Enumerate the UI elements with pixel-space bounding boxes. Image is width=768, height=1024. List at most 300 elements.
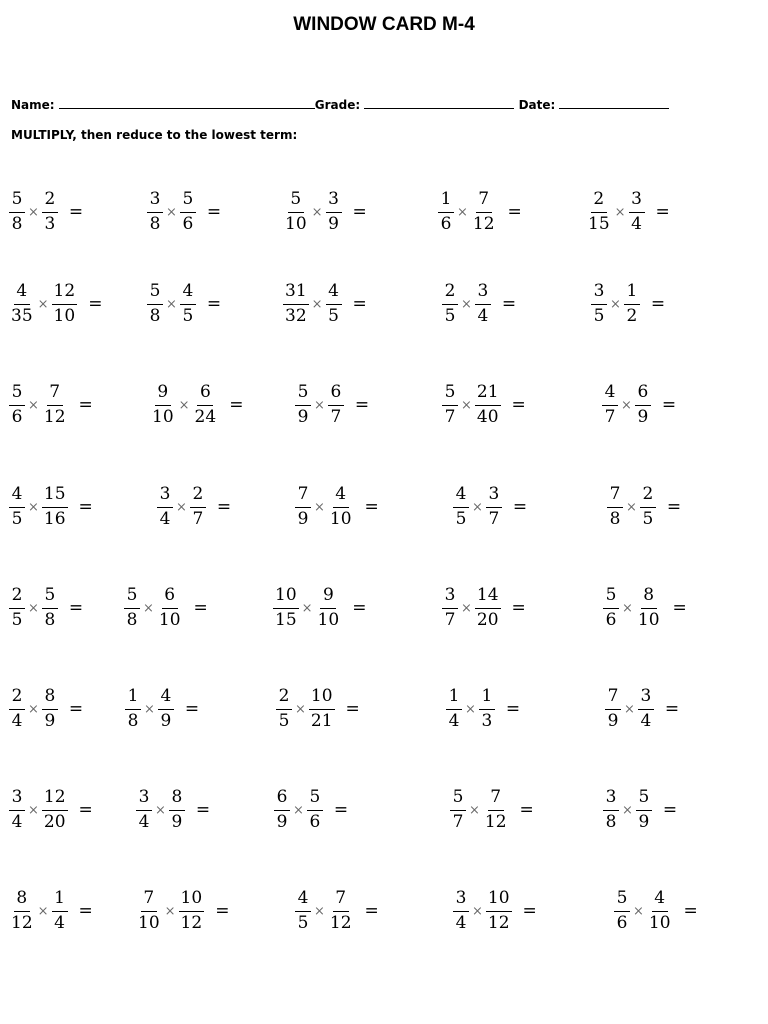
fraction (590, 282, 608, 326)
fraction (606, 485, 624, 529)
equals-sign: = (345, 699, 360, 720)
fraction (441, 383, 459, 427)
numerator: 6 (635, 383, 651, 406)
problem-item (8, 190, 83, 234)
fraction (8, 788, 26, 832)
fraction (315, 586, 343, 630)
numerator: 7 (333, 889, 349, 912)
multiply-sign: × (166, 204, 177, 220)
problem-item (8, 485, 93, 529)
numerator: 8 (42, 687, 58, 710)
multiply-sign: × (461, 397, 472, 413)
numerator: 8 (14, 889, 30, 912)
equals-sign: = (206, 294, 222, 315)
denominator: 10 (158, 609, 181, 630)
numerator: 4 (652, 889, 668, 912)
problem-item (8, 282, 102, 326)
multiply-sign: × (469, 802, 480, 818)
denominator: 16 (43, 508, 66, 529)
equals-sign: = (354, 395, 370, 416)
denominator: 15 (588, 213, 610, 234)
equals-sign: = (68, 699, 84, 720)
problem-item (135, 889, 229, 933)
name-field[interactable] (59, 96, 315, 109)
numerator: 3 (591, 282, 607, 305)
fraction (8, 687, 26, 731)
multiply-sign: × (143, 600, 154, 616)
fraction (124, 687, 142, 731)
multiply-sign: × (144, 701, 155, 717)
denominator: 7 (444, 406, 456, 427)
numerator: 5 (147, 282, 163, 305)
denominator: 6 (309, 811, 321, 832)
equals-sign: = (184, 699, 200, 720)
numerator: 5 (124, 586, 140, 609)
fraction (327, 383, 345, 427)
denominator: 4 (11, 710, 23, 731)
numerator: 2 (190, 485, 206, 508)
multiply-sign: × (311, 296, 323, 312)
numerator: 2 (276, 687, 292, 710)
problem-item (604, 687, 679, 731)
numerator: 7 (607, 485, 623, 508)
fraction (325, 190, 343, 234)
denominator: 8 (149, 213, 161, 234)
equals-sign: = (216, 497, 232, 518)
denominator: 5 (278, 710, 290, 731)
denominator: 9 (276, 811, 288, 832)
denominator: 2 (626, 305, 638, 326)
numerator: 6 (328, 383, 344, 406)
fraction (149, 383, 177, 427)
numerator: 7 (476, 190, 492, 213)
denominator: 7 (444, 609, 456, 630)
fraction (474, 282, 492, 326)
equals-sign: = (511, 395, 526, 416)
fraction (613, 889, 631, 933)
fraction (474, 383, 502, 427)
numerator: 7 (605, 687, 621, 710)
equals-sign: = (195, 800, 211, 821)
equals-sign: = (501, 294, 517, 315)
equals-sign: = (664, 699, 680, 720)
denominator: 12 (329, 912, 352, 933)
equals-sign: = (661, 395, 677, 416)
problem-item (8, 383, 93, 427)
numerator: 4 (295, 889, 311, 912)
denominator: 4 (477, 305, 489, 326)
denominator: 5 (444, 305, 456, 326)
fraction (294, 485, 312, 529)
fraction (41, 485, 69, 529)
problem-item (445, 687, 520, 731)
problem-item (602, 586, 687, 630)
multiply-sign: × (28, 701, 39, 717)
equals-sign: = (683, 901, 698, 922)
equals-sign: = (666, 497, 682, 518)
problem-item (273, 788, 348, 832)
numerator: 7 (295, 485, 311, 508)
multiply-sign: × (314, 499, 325, 515)
denominator: 4 (159, 508, 171, 529)
numerator: 9 (155, 383, 171, 406)
fraction (470, 190, 498, 234)
denominator: 3 (44, 213, 56, 234)
fraction (179, 282, 197, 326)
problem-item (123, 586, 208, 630)
problem-item (156, 485, 231, 529)
multiply-sign: × (626, 499, 637, 515)
name-label: Name: (11, 98, 55, 112)
fraction (8, 586, 26, 630)
fraction (485, 889, 513, 933)
fraction (604, 687, 622, 731)
numerator: 8 (169, 788, 185, 811)
multiply-sign: × (622, 600, 633, 616)
equals-sign: = (193, 598, 208, 619)
numerator: 4 (9, 485, 25, 508)
worksheet-title: WINDOW CARD M-4 (293, 14, 475, 35)
denominator: 8 (44, 609, 56, 630)
numerator: 5 (307, 788, 323, 811)
numerator: 2 (640, 485, 656, 508)
numerator: 15 (42, 485, 68, 508)
numerator: 9 (320, 586, 336, 609)
fraction (637, 687, 655, 731)
numerator: 5 (603, 586, 619, 609)
multiply-sign: × (461, 600, 472, 616)
multiply-sign: × (624, 701, 635, 717)
problem-item (441, 383, 526, 427)
multiply-sign: × (28, 802, 39, 818)
equals-sign: = (68, 598, 84, 619)
numerator: 5 (9, 190, 25, 213)
numerator: 12 (42, 788, 68, 811)
numerator: 21 (475, 383, 501, 406)
numerator: 3 (486, 485, 502, 508)
denominator: 10 (53, 305, 76, 326)
fraction (41, 687, 59, 731)
multiply-sign: × (178, 397, 190, 413)
fraction (308, 687, 336, 731)
numerator: 1 (438, 190, 454, 213)
denominator: 3 (481, 710, 493, 731)
denominator: 12 (43, 406, 66, 427)
denominator: 7 (488, 508, 500, 529)
problem-item (272, 586, 366, 630)
denominator: 8 (609, 508, 621, 529)
numerator: 4 (14, 282, 30, 305)
fraction (294, 889, 312, 933)
equals-sign: = (364, 901, 379, 922)
denominator: 21 (310, 710, 333, 731)
equals-sign: = (78, 901, 93, 922)
denominator: 9 (171, 811, 183, 832)
denominator: 9 (638, 811, 650, 832)
fraction (634, 383, 652, 427)
multiply-sign: × (622, 802, 633, 818)
numerator: 5 (42, 586, 58, 609)
problem-item (452, 889, 537, 933)
equals-sign: = (333, 800, 349, 821)
fraction (437, 190, 455, 234)
fraction (41, 788, 69, 832)
numerator: 3 (603, 788, 619, 811)
denominator: 40 (476, 406, 499, 427)
multiply-sign: × (37, 903, 49, 919)
numerator: 4 (333, 485, 349, 508)
equals-sign: = (215, 901, 230, 922)
problem-item (8, 586, 83, 630)
date-field[interactable] (559, 96, 669, 109)
fraction (601, 383, 619, 427)
multiply-sign: × (633, 903, 644, 919)
multiply-sign: × (28, 204, 39, 220)
fraction (445, 687, 463, 731)
numerator: 7 (141, 889, 157, 912)
denominator: 4 (448, 710, 460, 731)
numerator: 7 (488, 788, 504, 811)
problem-item (449, 788, 534, 832)
denominator: 20 (476, 609, 499, 630)
problem-item (294, 383, 369, 427)
fraction (478, 687, 496, 731)
equals-sign: = (522, 901, 537, 922)
problem-item (146, 282, 221, 326)
problem-item (146, 190, 221, 234)
numerator: 2 (591, 190, 607, 213)
problem-item (294, 889, 379, 933)
fraction (135, 788, 153, 832)
numerator: 2 (442, 282, 458, 305)
multiply-sign: × (166, 296, 177, 312)
denominator: 9 (160, 710, 172, 731)
instruction-text: MULTIPLY, then reduce to the lowest term: (11, 128, 298, 142)
multiply-sign: × (164, 903, 176, 919)
denominator: 12 (472, 213, 495, 234)
fraction (41, 190, 59, 234)
problem-item (124, 687, 199, 731)
problem-item (8, 889, 93, 933)
fraction (189, 485, 207, 529)
problem-item (441, 282, 516, 326)
grade-field[interactable] (364, 96, 514, 109)
problem-item (590, 282, 665, 326)
numerator: 6 (274, 788, 290, 811)
multiply-sign: × (311, 204, 323, 220)
numerator: 5 (636, 788, 652, 811)
denominator: 7 (604, 406, 616, 427)
numerator: 6 (162, 586, 178, 609)
fraction (135, 889, 163, 933)
problem-item (437, 190, 522, 234)
student-info-line (11, 96, 751, 112)
fraction (441, 282, 459, 326)
denominator: 32 (285, 305, 307, 326)
denominator: 9 (328, 213, 339, 234)
numerator: 8 (641, 586, 657, 609)
denominator: 4 (631, 213, 642, 234)
fraction (146, 282, 164, 326)
denominator: 9 (297, 406, 309, 427)
equals-sign: = (511, 598, 526, 619)
denominator: 6 (182, 213, 194, 234)
denominator: 5 (11, 609, 23, 630)
problem-item (602, 788, 677, 832)
multiply-sign: × (155, 802, 166, 818)
problem-item (613, 889, 698, 933)
fraction (628, 190, 646, 234)
fraction (273, 788, 291, 832)
fraction (294, 383, 312, 427)
equals-sign: = (229, 395, 244, 416)
problem-item (441, 586, 526, 630)
denominator: 10 (637, 609, 660, 630)
equals-sign: = (78, 800, 93, 821)
fraction (8, 889, 36, 933)
denominator: 7 (330, 406, 342, 427)
fraction (275, 687, 293, 731)
fraction (272, 586, 300, 630)
fraction (146, 190, 164, 234)
denominator: 24 (194, 406, 217, 427)
denominator: 5 (642, 508, 654, 529)
equals-sign: = (88, 294, 103, 315)
problem-item (282, 282, 367, 326)
date-label: Date: (518, 98, 556, 112)
fraction (8, 190, 26, 234)
fraction (282, 190, 310, 234)
numerator: 1 (446, 687, 462, 710)
fraction (306, 788, 324, 832)
fraction (474, 586, 502, 630)
numerator: 10 (309, 687, 335, 710)
grade-label: Grade: (314, 98, 361, 112)
denominator: 15 (275, 609, 297, 630)
multiply-sign: × (614, 204, 626, 220)
problem-item (606, 485, 681, 529)
fraction (602, 586, 620, 630)
fraction (639, 485, 657, 529)
problem-item (149, 383, 243, 427)
denominator: 10 (138, 912, 160, 933)
fraction (156, 586, 184, 630)
fraction (179, 190, 197, 234)
equals-sign: = (505, 699, 521, 720)
fraction (327, 889, 355, 933)
problem-item (135, 788, 210, 832)
denominator: 8 (149, 305, 161, 326)
denominator: 10 (648, 912, 671, 933)
fraction (602, 788, 620, 832)
equals-sign: = (662, 800, 678, 821)
numerator: 2 (42, 190, 58, 213)
multiply-sign: × (472, 903, 483, 919)
denominator: 9 (607, 710, 619, 731)
denominator: 4 (54, 912, 65, 933)
numerator: 3 (136, 788, 152, 811)
multiply-sign: × (472, 499, 483, 515)
multiply-sign: × (457, 204, 468, 220)
numerator: 3 (9, 788, 25, 811)
denominator: 6 (11, 406, 23, 427)
denominator: 6 (616, 912, 628, 933)
denominator: 35 (11, 305, 33, 326)
denominator: 4 (640, 710, 652, 731)
denominator: 10 (317, 609, 340, 630)
equals-sign: = (78, 395, 93, 416)
equals-sign: = (352, 598, 367, 619)
numerator: 14 (475, 586, 501, 609)
fraction (178, 889, 206, 933)
denominator: 8 (11, 213, 23, 234)
numerator: 3 (326, 190, 342, 213)
multiply-sign: × (176, 499, 187, 515)
denominator: 10 (285, 213, 307, 234)
numerator: 4 (158, 687, 174, 710)
numerator: 4 (326, 282, 342, 305)
denominator: 4 (138, 811, 150, 832)
problem-item (585, 190, 670, 234)
fraction (635, 788, 653, 832)
fraction (8, 485, 26, 529)
denominator: 7 (452, 811, 464, 832)
multiply-sign: × (465, 701, 476, 717)
numerator: 10 (179, 889, 205, 912)
numerator: 3 (475, 282, 491, 305)
equals-sign: = (519, 800, 534, 821)
denominator: 5 (297, 912, 309, 933)
denominator: 10 (152, 406, 174, 427)
numerator: 2 (9, 586, 25, 609)
equals-sign: = (650, 294, 666, 315)
numerator: 5 (288, 190, 304, 213)
denominator: 8 (127, 710, 139, 731)
multiply-sign: × (293, 802, 304, 818)
fraction (482, 788, 510, 832)
problem-item (452, 485, 527, 529)
multiply-sign: × (301, 600, 313, 616)
numerator: 5 (614, 889, 630, 912)
multiply-sign: × (295, 701, 306, 717)
fraction (192, 383, 220, 427)
fraction (168, 788, 186, 832)
denominator: 4 (455, 912, 467, 933)
equals-sign: = (352, 202, 367, 223)
numerator: 3 (157, 485, 173, 508)
equals-sign: = (352, 294, 367, 315)
denominator: 9 (44, 710, 56, 731)
numerator: 5 (442, 383, 458, 406)
problem-item (275, 687, 360, 731)
numerator: 2 (9, 687, 25, 710)
numerator: 7 (47, 383, 63, 406)
fraction (452, 889, 470, 933)
fraction (485, 485, 503, 529)
equals-sign: = (507, 202, 522, 223)
denominator: 8 (126, 609, 138, 630)
denominator: 5 (182, 305, 194, 326)
problem-item (8, 687, 83, 731)
multiply-sign: × (314, 397, 325, 413)
denominator: 6 (605, 609, 617, 630)
multiply-sign: × (37, 296, 49, 312)
numerator: 3 (629, 190, 645, 213)
denominator: 9 (637, 406, 649, 427)
numerator: 4 (180, 282, 196, 305)
denominator: 8 (605, 811, 617, 832)
numerator: 3 (442, 586, 458, 609)
